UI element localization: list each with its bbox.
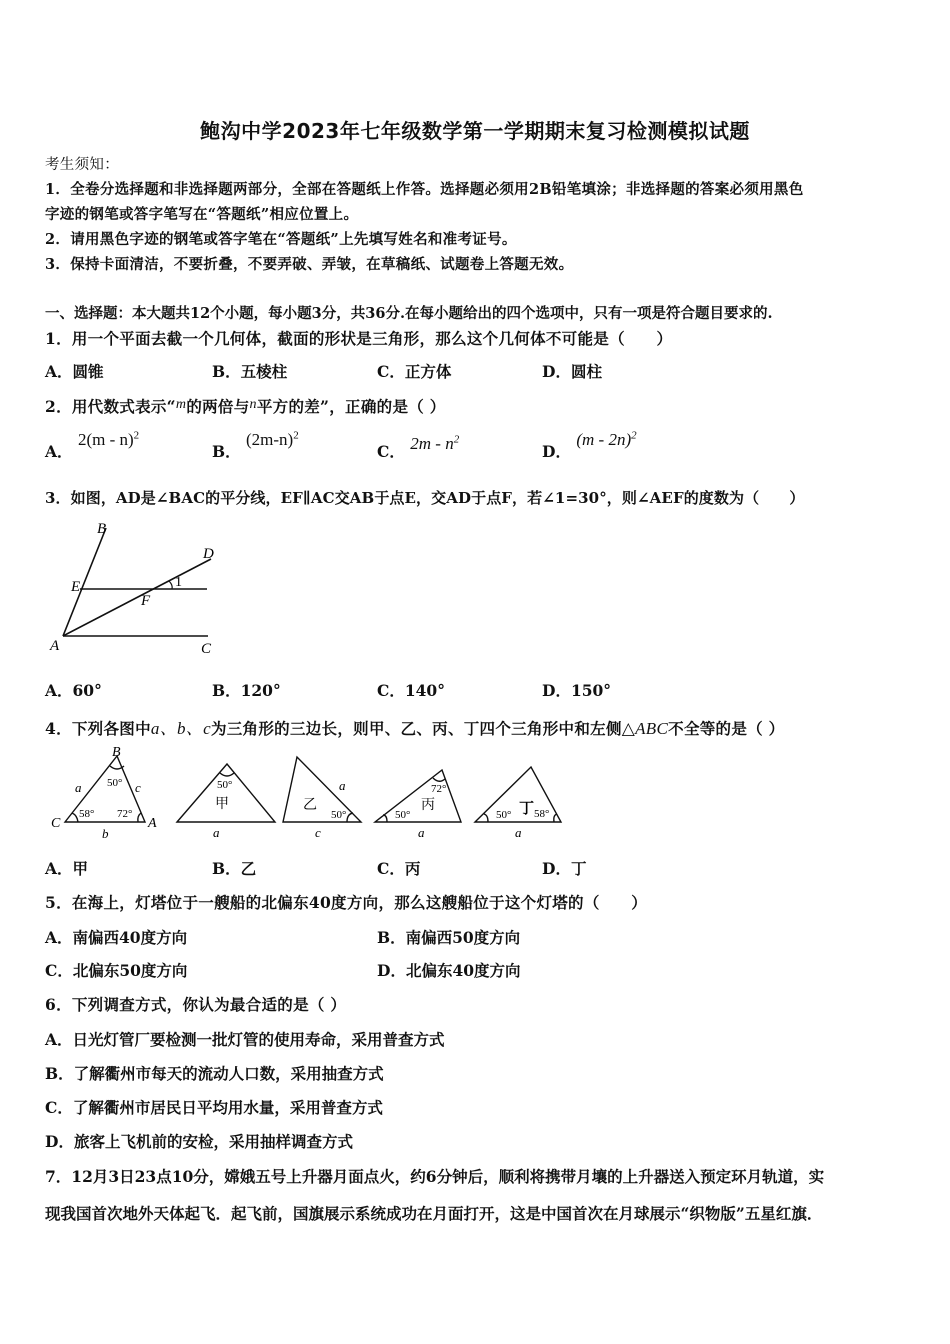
q4-triangle-jia	[177, 764, 275, 822]
q4-stem	[45, 714, 784, 739]
q3-label-b: B	[97, 521, 107, 537]
q6-option-a[interactable]: A．日光灯管厂要检测一批灯管的使用寿命，采用普查方式	[45, 1030, 445, 1049]
q3-figure	[45, 518, 225, 658]
q4-abc-side-a: a	[75, 780, 82, 795]
q4-tri: △ABC	[621, 719, 669, 738]
q2-stem-mid: 的两倍与	[186, 397, 250, 416]
q1-option-a[interactable]: A．圆锥	[45, 362, 104, 381]
q2-b-label: B．	[212, 442, 241, 461]
q3-label-d: D	[203, 546, 214, 562]
q4-stem-post: 不全等的是（ ）	[668, 719, 785, 738]
q4-label-C: C	[51, 816, 61, 831]
q1-option-c[interactable]: C．正方体	[377, 362, 452, 381]
q4-figure	[45, 742, 570, 842]
q6-stem: 6．下列调查方式，你认为最合适的是（ ）	[45, 995, 347, 1014]
q4-bing-angle-72: 72°	[431, 783, 447, 795]
q4-abc-angle-72: 72°	[117, 808, 133, 820]
q2-option-a[interactable]	[45, 429, 140, 462]
q5-option-a[interactable]: A．南偏西40度方向	[45, 928, 188, 947]
q4-label-A: A	[148, 816, 157, 831]
q4-label-ding: 丁	[519, 801, 535, 817]
q4-yi-side-a: a	[339, 778, 346, 793]
q1-option-b[interactable]: B．五棱柱	[212, 362, 288, 381]
q5-option-c[interactable]: C．北偏东50度方向	[45, 961, 188, 980]
q4-ding-angle-50: 50°	[496, 809, 512, 821]
notice-line-3: 3．保持卡面清洁，不要折叠，不要弄破、弄皱，在草稿纸、试题卷上答题无效。	[45, 256, 574, 273]
q4-stem-pre: 4．下列各图中	[45, 719, 151, 738]
q2-var-n: n	[249, 397, 257, 412]
q4-yi-angle-50: 50°	[331, 809, 347, 821]
q4-label-yi: 乙	[303, 798, 317, 813]
notice-line-2: 2．请用黑色字迹的钢笔或答字笔在“答题纸”上先填写姓名和准考证号。	[45, 231, 517, 248]
q4-option-d[interactable]: D．丁	[542, 859, 587, 878]
q5-option-b[interactable]: B．南偏西50度方向	[377, 928, 521, 947]
q2-stem-pre: 2．用代数式表示“	[45, 397, 176, 416]
q3-option-a[interactable]: A．60°	[45, 681, 102, 700]
q7-line-2: 现我国首次地外天体起飞．起飞前，国旗展示系统成功在月面打开，这是中国首次在月球展示“织物版”五星红旗．	[45, 1204, 823, 1223]
q2-d-expr: (m - 2n)$^2$	[576, 429, 637, 449]
q4-triangle-bing	[375, 770, 461, 822]
notice-line-1a: 1．全卷分选择题和非选择题两部分，全部在答题纸上作答。选择题必须用2B铅笔填涂；非选择题的答案必须用黑色	[45, 181, 804, 198]
q2-option-b[interactable]	[212, 429, 299, 462]
q2-option-c[interactable]	[377, 433, 460, 462]
q4-ding-angle-58: 58°	[534, 808, 550, 820]
q1-stem: 1．用一个平面去截一个几何体，截面的形状是三角形，那么这个几何体不可能是（ ）	[45, 329, 673, 348]
q3-label-angle-1: 1	[175, 575, 182, 590]
q2-stem	[45, 395, 446, 417]
q4-abc-angle-58: 58°	[79, 808, 95, 820]
q4-stem-mid: 为三角形的三边长，则甲、乙、丙、丁四个三角形中和左侧	[210, 719, 622, 738]
q4-jia-angle-50: 50°	[217, 779, 233, 791]
q3-label-c: C	[201, 641, 212, 657]
q3-option-b[interactable]: B．120°	[212, 681, 281, 700]
page-title: 鲍沟中学2023年七年级数学第一学期期末复习检测模拟试题	[200, 119, 750, 143]
notice-heading: 考生须知：	[45, 157, 119, 173]
q4-option-b[interactable]: B．乙	[212, 859, 257, 878]
q4-jia-side-a: a	[213, 825, 220, 840]
section-heading: 一、选择题：本大题共12个小题，每小题3分，共36分.在每小题给出的四个选项中，只有一项是符合题目要求的.	[45, 305, 773, 322]
q3-label-a: A	[50, 638, 60, 654]
q4-bing-angle-50: 50°	[395, 809, 411, 821]
q3-stem: 3．如图，AD是∠BAC的平分线，EF∥AC交AB于点E，交AD于点F，若∠1=30°，则∠AEF的度数为（ ）	[45, 489, 805, 507]
q2-c-expr: $2m - n^2$	[410, 433, 460, 453]
q6-option-b[interactable]: B．了解衢州市每天的流动人口数，采用抽查方式	[45, 1064, 384, 1083]
q3-option-c[interactable]: C．140°	[377, 681, 445, 700]
q4-yi-side-c: c	[315, 825, 321, 840]
q7-line-1: 7．12月3日23点10分，嫦娥五号上升器月面点火，约6分钟后，顺利将携带月壤的上升器送入预定环月轨道，实	[45, 1167, 825, 1186]
q4-abc-side-b: b	[102, 826, 109, 841]
q4-label-jia: 甲	[215, 797, 229, 812]
q4-abc-angle-50: 50°	[107, 777, 123, 789]
q4-ding-side-a: a	[515, 825, 522, 840]
q4-option-a[interactable]: A．甲	[45, 859, 89, 878]
q3-label-f: F	[141, 593, 151, 609]
q2-a-label: A．	[45, 442, 73, 461]
q4-label-bing: 丙	[421, 798, 435, 813]
q4-vars: a、b、c	[150, 719, 211, 738]
q4-option-c[interactable]: C．丙	[377, 859, 421, 878]
q1-option-d[interactable]: D．圆柱	[542, 362, 602, 381]
q2-c-label: C．	[377, 442, 405, 461]
q2-stem-post: 平方的差”，正确的是（ ）	[256, 397, 446, 416]
q2-b-expr: $(2m-n)^2$	[246, 429, 299, 449]
q3-label-e: E	[71, 579, 81, 595]
q6-option-c[interactable]: C．了解衢州市居民日平均用水量，采用普查方式	[45, 1098, 383, 1117]
q3-option-d[interactable]: D．150°	[542, 681, 612, 700]
q5-stem: 5．在海上，灯塔位于一艘船的北偏东40度方向，那么这艘船位于这个灯塔的（ ）	[45, 893, 648, 912]
q4-label-B: B	[112, 745, 121, 760]
q2-a-expr: 2(m - n)$^2$	[77, 429, 140, 449]
q4-bing-side-a: a	[418, 825, 425, 840]
q2-option-d[interactable]	[542, 429, 637, 462]
q4-abc-side-c: c	[135, 780, 141, 795]
q4-triangle-yi	[283, 757, 361, 822]
notice-line-1b: 字迹的钢笔或答字笔写在“答题纸”相应位置上。	[45, 206, 359, 223]
q6-option-d[interactable]: D．旅客上飞机前的安检，采用抽样调查方式	[45, 1132, 353, 1151]
q2-var-m: m	[175, 397, 187, 412]
q2-d-label: D．	[542, 442, 571, 461]
q5-option-d[interactable]: D．北偏东40度方向	[377, 961, 521, 980]
